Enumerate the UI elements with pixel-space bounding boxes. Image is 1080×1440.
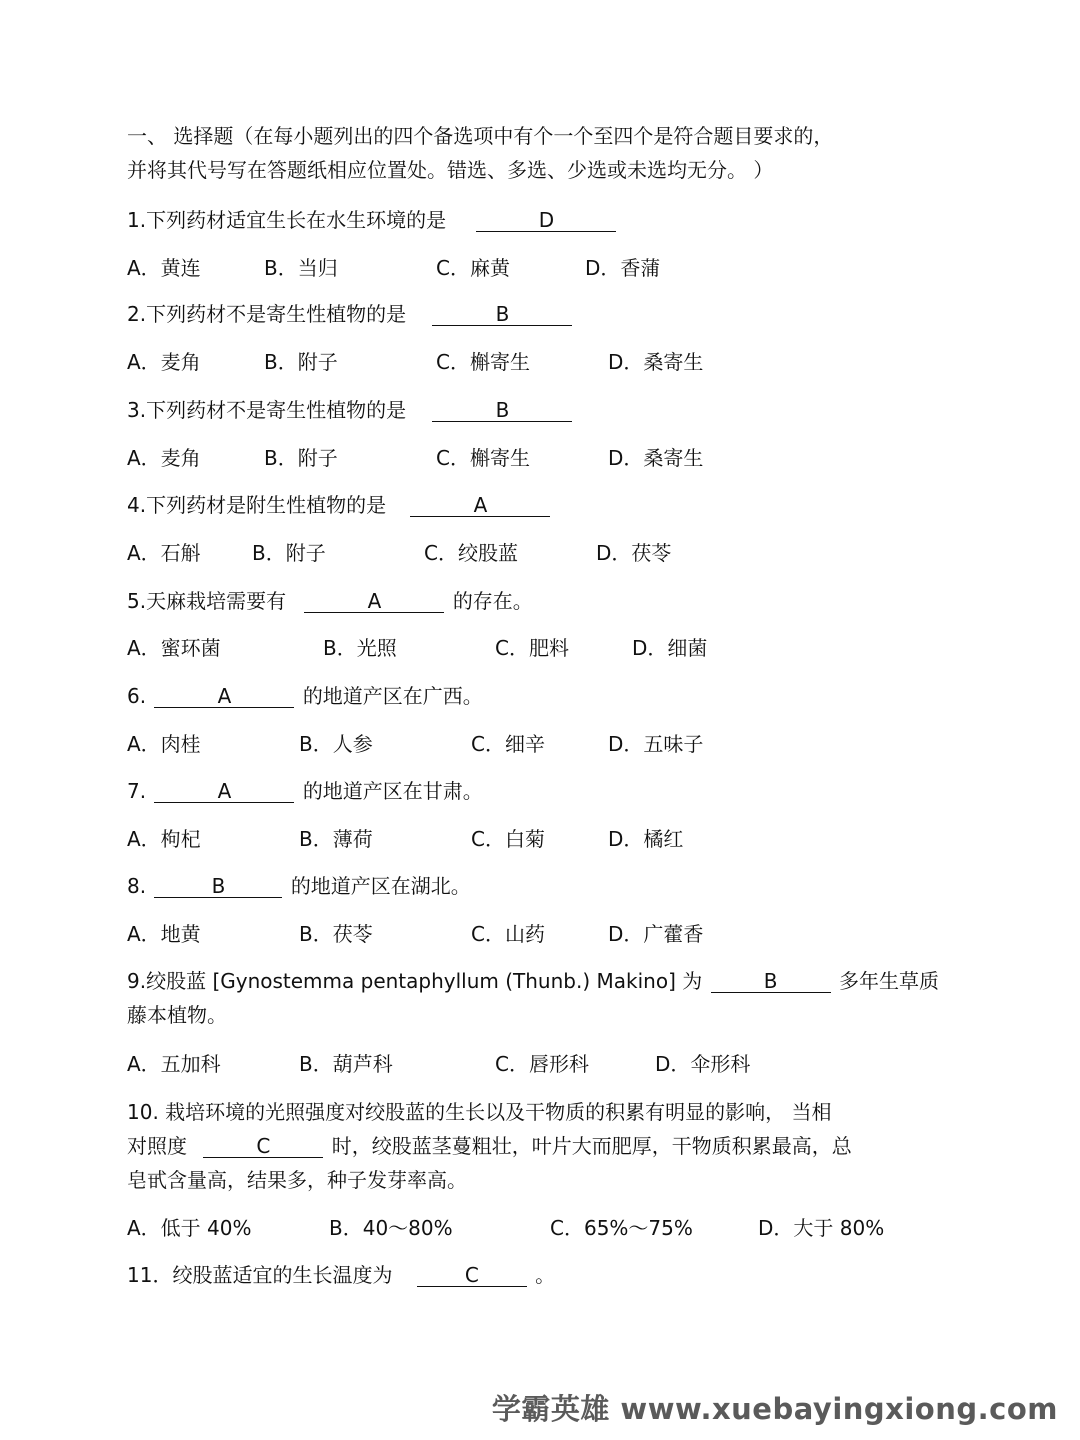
- option-a: A．麦角: [127, 446, 201, 470]
- question-10: 10. 栽培环境的光照强度对绞股蓝的生长以及干物质的积累有明显的影响， 当相: [127, 1100, 832, 1124]
- question-10-options: [127, 1215, 1020, 1241]
- question-text-after: 的地道产区在广西。: [302, 684, 483, 708]
- answer-blank: B: [711, 970, 831, 993]
- option-b: B．附子: [252, 541, 326, 565]
- question-9-continuation: 藤本植物。: [127, 1003, 227, 1027]
- option-b: B．附子: [264, 446, 338, 470]
- question-4: [127, 492, 1020, 518]
- question-text: 4.下列药材是附生性植物的是: [127, 493, 387, 517]
- question-5-options: [127, 635, 1020, 661]
- option-c: C．白菊: [471, 827, 545, 851]
- question-text: 1.下列药材适宜生长在水生环境的是: [127, 208, 447, 232]
- answer-blank: B: [432, 303, 572, 326]
- option-b: B．人参: [299, 732, 373, 756]
- option-c: C．细辛: [471, 732, 545, 756]
- option-b: B．附子: [264, 350, 338, 374]
- question-8: [127, 873, 1020, 899]
- question-6-options: [127, 731, 1020, 757]
- question-text: 9.绞股蓝 [Gynostemma pentaphyllum (Thunb.) Makino] 为: [127, 969, 703, 993]
- option-a: A．五加科: [127, 1052, 221, 1076]
- option-c: C．肥料: [495, 636, 569, 660]
- answer-blank: A: [154, 780, 294, 803]
- option-a: A．低于 40%: [127, 1216, 252, 1240]
- question-text-after: 的地道产区在甘肃。: [302, 779, 483, 803]
- option-d: D．橘红: [608, 827, 684, 851]
- question-8-options: [127, 921, 1020, 947]
- answer-blank: A: [154, 685, 294, 708]
- question-7-options: [127, 826, 1020, 852]
- question-5: [127, 588, 1020, 614]
- option-c: C．山药: [471, 922, 545, 946]
- question-text-after: 多年生草质: [838, 969, 939, 993]
- question-text: 11．绞股蓝适宜的生长温度为: [127, 1263, 393, 1287]
- option-a: A．石斛: [127, 541, 201, 565]
- option-d: D．广藿香: [608, 922, 704, 946]
- option-c: C．槲寄生: [436, 446, 530, 470]
- question-1-options: [127, 255, 1020, 281]
- option-a: A．黄连: [127, 256, 201, 280]
- option-b: B．40～80%: [329, 1216, 453, 1240]
- option-b: B．茯苓: [299, 922, 373, 946]
- answer-blank: B: [432, 399, 572, 422]
- question-text: 对照度: [127, 1134, 187, 1158]
- option-b: B．薄荷: [299, 827, 373, 851]
- question-text-after: 时，绞股蓝茎蔓粗壮，叶片大而肥厚，干物质积累最高，总: [331, 1134, 852, 1158]
- question-text: 2.下列药材不是寄生性植物的是: [127, 302, 407, 326]
- answer-blank: A: [410, 494, 550, 517]
- question-1: [127, 207, 1020, 233]
- option-d: D．桑寄生: [608, 350, 704, 374]
- question-6: [127, 683, 1020, 709]
- option-b: B．当归: [264, 256, 338, 280]
- question-7: [127, 778, 1020, 804]
- answer-blank: B: [154, 875, 282, 898]
- question-text-after: 的地道产区在湖北。: [290, 874, 471, 898]
- answer-blank: A: [304, 590, 444, 613]
- question-10-line2: [127, 1133, 1020, 1159]
- option-c: C．槲寄生: [436, 350, 530, 374]
- question-text-after: 的存在。: [452, 589, 533, 613]
- question-text: 3.下列药材不是寄生性植物的是: [127, 398, 407, 422]
- question-text-after: 。: [535, 1263, 556, 1287]
- question-9: [127, 968, 1020, 994]
- option-d: D．五味子: [608, 732, 704, 756]
- option-d: D．香蒲: [585, 256, 661, 280]
- section-heading-line2: 并将其代号写在答题纸相应位置处。错选、多选、少选或未选均无分。 ）: [127, 158, 774, 182]
- option-d: D．茯苓: [596, 541, 672, 565]
- question-text: 7.: [127, 779, 147, 803]
- question-text: 5.天麻栽培需要有: [127, 589, 287, 613]
- answer-blank: C: [203, 1135, 323, 1158]
- section-heading-line1: 一、 选择题（在每小题列出的四个备选项中有个一个至四个是符合题目要求的，: [127, 124, 834, 148]
- question-text: 8.: [127, 874, 147, 898]
- answer-blank: C: [417, 1264, 527, 1287]
- option-c: C．麻黄: [436, 256, 510, 280]
- option-d: D．桑寄生: [608, 446, 704, 470]
- question-11: [127, 1262, 1020, 1288]
- option-a: A．肉桂: [127, 732, 201, 756]
- option-b: B．葫芦科: [299, 1052, 393, 1076]
- option-a: A．枸杞: [127, 827, 201, 851]
- option-a: A．蜜环菌: [127, 636, 221, 660]
- option-c: C．65%～75%: [550, 1216, 693, 1240]
- option-a: A．麦角: [127, 350, 201, 374]
- question-10-line3: 皂甙含量高，结果多，种子发芽率高。: [127, 1168, 467, 1192]
- question-3: [127, 397, 1020, 423]
- question-4-options: [127, 540, 1020, 566]
- question-3-options: [127, 445, 1020, 471]
- option-c: C．唇形科: [495, 1052, 589, 1076]
- question-2: [127, 301, 1020, 327]
- option-d: D．大于 80%: [758, 1216, 885, 1240]
- option-a: A．地黄: [127, 922, 201, 946]
- option-d: D．细菌: [632, 636, 708, 660]
- site-watermark: 学霸英雄 www.xuebayingxiong.com: [491, 1392, 1058, 1426]
- option-b: B．光照: [323, 636, 397, 660]
- option-d: D．伞形科: [655, 1052, 751, 1076]
- question-2-options: [127, 349, 1020, 375]
- question-9-options: [127, 1051, 1020, 1077]
- answer-blank: D: [476, 209, 616, 232]
- option-c: C．绞股蓝: [424, 541, 518, 565]
- question-text: 6.: [127, 684, 147, 708]
